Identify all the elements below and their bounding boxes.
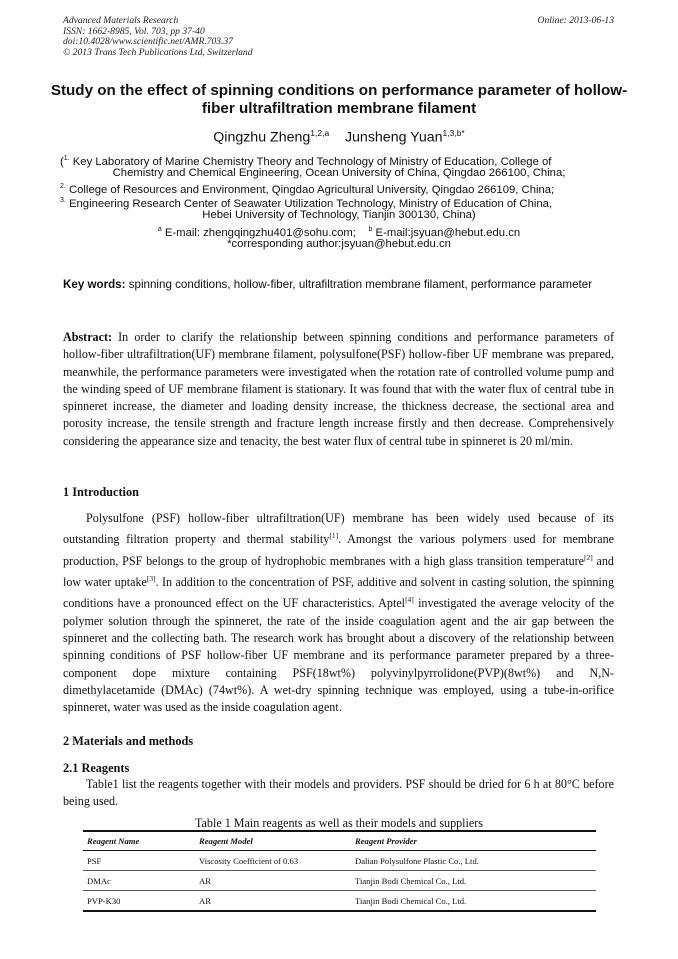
table-header-row [83,831,596,851]
affiliation-2: $^{2.}$ College of Resources and Environment, Qingdao Agricultural University, Qingdao 266109, China; [60,183,555,196]
table-cell: Tianjin Bodi Chemical Co., Ltd. [351,891,596,912]
table-row [83,891,596,912]
abstract-label: Abstract: [63,330,113,344]
column-header: Reagent Model [195,831,351,851]
corresponding-author: *corresponding author:jsyuan@hebut.edu.cn [227,238,451,250]
journal-name: Advanced Materials Research [63,15,179,26]
abstract-text: In order to clarify the relationship between spinning conditions and performance parameters of hollow-fiber ultrafiltration(UF) membrane filament, polysulfone(PSF) hollow-fiber UF membrane was prepared, meanwhile, the performance parameters were investigated when the rotation rate of controlled volume pump and the winding speed of UF membrane filament is stationary. It was found that with the water flux of central tube in spinneret increase, the diameter and loading density increase, the thickness decrease, the sectional area and porosity increase, the tensile strength and fracture length increase firstly and then decrease. Comprehensively considering the appearance size and tenacity, the best water flux of central tube in spinneret is 20 ml/min. [63,330,614,448]
column-header: Reagent Name [83,831,195,851]
author-2: Junsheng Yuan [344,129,443,146]
email-a: E-mail: zhengqingzhu401@sohu.com; [161,226,356,239]
keywords-text: spinning conditions, hollow-fiber, ultrafiltration membrane filament, performance parameter [125,278,593,291]
email-b: E-mail:jsyuan@hebut.edu.cn [372,226,521,239]
table-cell: PVP-K30 [83,891,195,912]
table-cell: DMAc [83,871,195,891]
affiliation-3: $^{3.}$ Engineering Research Center of Seawater Utilization Technology, Ministry of Education of China, [60,197,553,210]
reagents-table [83,830,596,912]
affiliation-1: ($^{1.}$ Key Laboratory of Marine Chemistry Theory and Technology of Ministry of Education, College of [60,155,552,168]
affiliation-1-cont: Chemistry and Chemical Engineering, Ocean University of China, Qingdao 266100, China; [112,167,566,179]
email-line: $^a$ E-mail: zhengqingzhu401@sohu.com; $^b$ E-mail:jsyuan@hebut.edu.cn [157,226,521,239]
section-2-heading: 2 Materials and methods [63,734,194,748]
author-2-affiliation: 1,3,b* [442,128,465,138]
author-line [40,124,638,147]
table-row [83,871,596,891]
author-1-affiliation: 1,2,a [310,128,330,138]
column-header: Reagent Provider [351,831,596,851]
introduction-paragraph: Polysulfone (PSF) hollow-fiber ultrafiltration(UF) membrane has been widely used because of its outstanding filtration property and thermal stability[1]. Amongst the various polymers used for membrane production, PSF belongs to the group of hydrophobic membranes with a high glass transition temperature[2] and low water uptake[3]. In addition to the concentration of PSF, additive and solvent in casting solution, the spinning conditions have a pronounced effect on the UF characteristics. Aptel[4] investigated the average velocity of the polymer solution through the spinneret, the rate of the inside coagulation agent and the air gap between the spinneret and the collecting bath. The research work has brought about a discovery of the relationship between spinning conditions of PSF hollow-fiber UF membrane and its performance parameter prepared by a three-component dope mixture containing PSF(18wt%) polyvinylpyrrolidone(PVP)(8wt%) and N,N-dimethylacetamide (DMAc) (74wt%). A wet-dry spinning technique was employed, using a tube-in-orifice spinneret, water was used as the inside coagulation agent. [63,511,614,715]
table-cell: PSF [83,851,195,871]
reagents-paragraph: Table1 list the reagents together with their models and providers. PSF should be dried for 6 h at 80°C before being used. [63,777,614,809]
affiliation-3-cont: Hebei University of Technology, Tianjin 300130, China) [202,209,476,221]
table-cell: AR [195,891,351,912]
table-cell: Dalian Polysulfone Plastic Co., Ltd. [351,851,596,871]
citation-4: [4] [405,595,414,605]
table-cell: AR [195,871,351,891]
issn-line: ISSN: 1662-8985, Vol. 703, pp 37-40 [63,25,205,37]
copyright-line: © 2013 Trans Tech Publications Ltd, Switzerland [63,46,253,58]
citation-2: [2] [584,552,593,562]
citation-1: [1] [329,531,339,541]
table-cell: Tianjin Bodi Chemical Co., Ltd. [351,871,596,891]
keywords [63,276,614,294]
citation-3: [3] [146,573,156,583]
doi-line: doi:10.4028/www.scientific.net/AMR.703.37 [63,36,234,47]
table-row [83,851,596,871]
table-cell: Viscosity Coefficient of 0.63 [195,851,351,871]
keywords-label: Key words: [63,278,126,291]
table-1-caption: Table 1 Main reagents as well as their models and suppliers [195,816,483,830]
section-1-heading: 1 Introduction [63,485,139,499]
author-1: Qingzhu Zheng [213,129,311,146]
journal-header [63,16,253,58]
online-date: Online: 2013-06-13 [537,15,614,26]
abstract [63,329,614,450]
paper-title: Study on the effect of spinning conditions on performance parameter of hollow-fiber ultrafiltration membrane filament [50,82,628,117]
subsection-2-1-heading: 2.1 Reagents [63,761,130,775]
